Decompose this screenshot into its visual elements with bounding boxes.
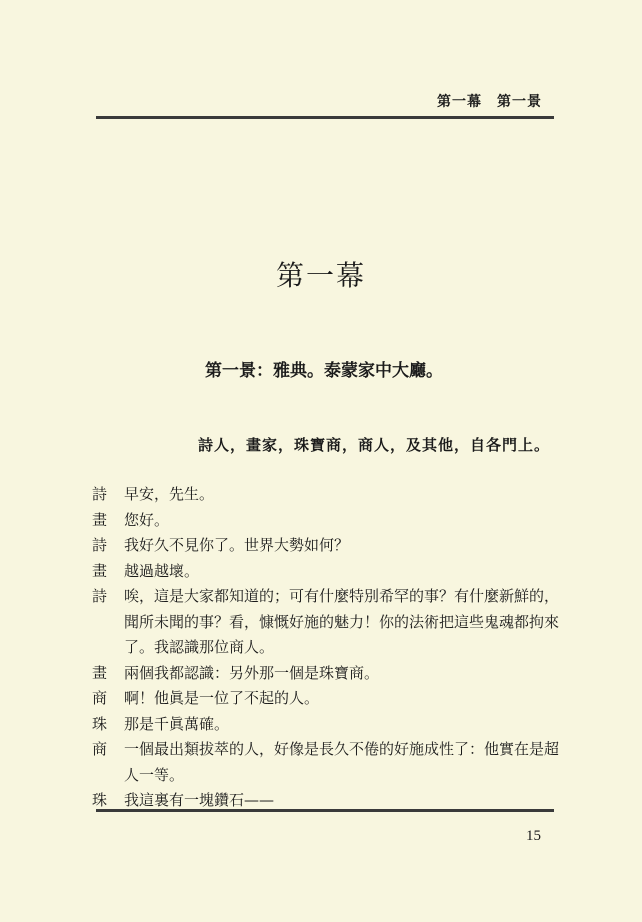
dialogue-line bbox=[92, 559, 562, 585]
speech: 唉，這是大家都知道的；可有什麼特別希罕的事？有什麼新鮮的，聞所未聞的事？看，慷慨好施的魅力！你的法術把這些鬼魂都拘來了。我認識那位商人。 bbox=[124, 587, 560, 656]
page-number: 15 bbox=[526, 828, 541, 844]
speaker: 畫 bbox=[92, 663, 108, 682]
dialogue bbox=[92, 482, 562, 814]
dialogue-line bbox=[92, 508, 562, 534]
dialogue-line bbox=[92, 482, 562, 508]
speech: 那是千眞萬確。 bbox=[124, 714, 230, 733]
speaker: 珠 bbox=[92, 791, 108, 809]
dialogue-line bbox=[92, 737, 562, 788]
footer-rule bbox=[96, 809, 554, 812]
header-rule bbox=[96, 116, 554, 119]
speech: 早安，先生。 bbox=[124, 485, 215, 503]
speaker: 詩 bbox=[92, 485, 108, 503]
speaker: 珠 bbox=[92, 714, 108, 733]
speaker: 畫 bbox=[92, 561, 108, 580]
speech: 我這裏有一塊鑽石—— bbox=[124, 791, 275, 809]
scene-title: 第一景：雅典。泰蒙家中大廳。 bbox=[205, 361, 443, 381]
dialogue-line bbox=[92, 712, 562, 738]
speaker: 詩 bbox=[92, 587, 108, 605]
speech: 兩個我都認識：另外那一個是珠寶商。 bbox=[124, 663, 380, 682]
speech: 您好。 bbox=[124, 510, 170, 529]
dialogue-line bbox=[92, 661, 562, 687]
running-head: 第一幕 第一景 bbox=[437, 94, 542, 110]
speaker: 商 bbox=[92, 689, 108, 707]
dialogue-line bbox=[92, 686, 562, 712]
speech: 越過越壞。 bbox=[124, 561, 200, 580]
stage-direction: 詩人，畫家，珠寶商，商人，及其他，自各門上。 bbox=[197, 436, 550, 454]
speech: 啊！他眞是一位了不起的人。 bbox=[124, 689, 320, 707]
dialogue-line bbox=[92, 533, 562, 559]
speech: 一個最出類拔萃的人，好像是長久不倦的好施成性了：他實在是超人一等。 bbox=[124, 740, 560, 784]
speech: 我好久不見你了。世界大勢如何？ bbox=[124, 536, 350, 554]
speaker: 畫 bbox=[92, 510, 108, 529]
act-title: 第一幕 bbox=[275, 259, 366, 292]
speaker: 詩 bbox=[92, 536, 108, 554]
speaker: 商 bbox=[92, 740, 108, 758]
dialogue-line bbox=[92, 584, 562, 661]
